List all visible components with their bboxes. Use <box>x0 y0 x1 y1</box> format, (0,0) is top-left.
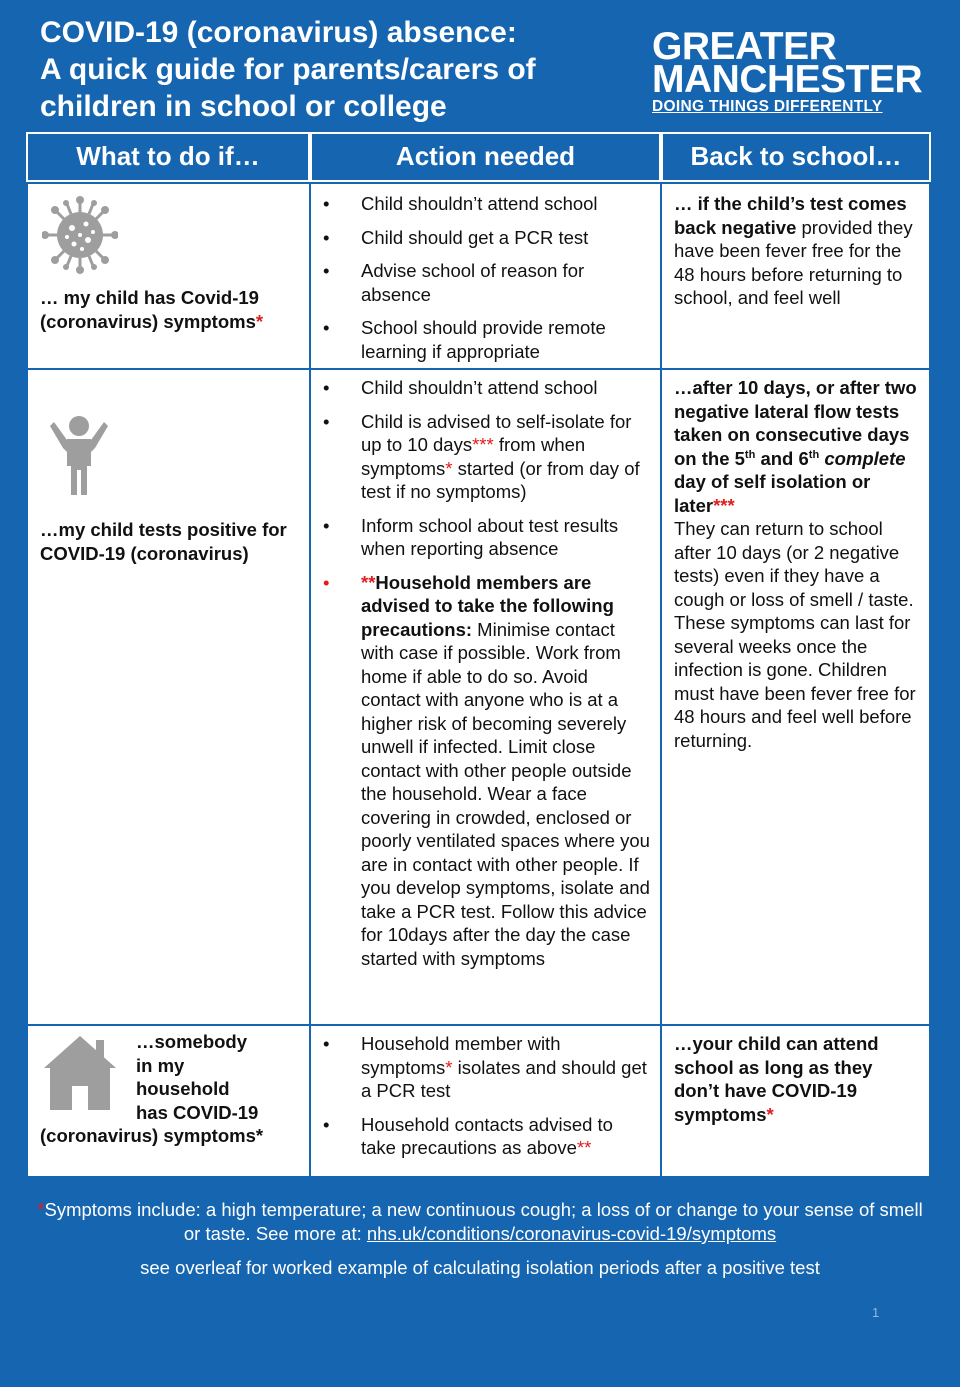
row1-label-text: … my child has Covid-19 (coronavirus) symptoms <box>40 287 259 332</box>
row2-action4-asterisk: ** <box>361 571 376 593</box>
row2-back-asterisk: *** <box>713 494 735 516</box>
greater-manchester-logo <box>652 25 923 117</box>
row1-label-asterisk: * <box>255 310 264 332</box>
row2-action-list <box>323 376 650 970</box>
row2-action2-asterisk: *** <box>472 434 494 455</box>
row3-back-asterisk: * <box>766 1103 774 1125</box>
child-icon <box>50 415 108 497</box>
row3-label-part-a: …somebody <box>136 1031 248 1052</box>
row2-back-bold-1: …after 10 days, or after two negative lateral flow tests taken on consecutive days on the 5 <box>674 377 917 469</box>
logo-tagline: DOING THINGS DIFFERENTLY <box>652 98 883 115</box>
row1-back-text <box>674 192 919 310</box>
row2-back-bold-2: and 6 <box>755 447 809 469</box>
row1-action-item: • Child should get a PCR test <box>323 226 648 250</box>
row2-back-sup-2: th <box>808 448 820 461</box>
row2-action-item: • Inform school about test results when reporting absence <box>323 514 650 561</box>
row2-action-item <box>323 410 650 504</box>
row3-back-bold: …your child can attend school as long as they don’t have COVID-19 symptoms <box>674 1033 879 1125</box>
row3-action2-text: Household contacts advised to take precautions as above <box>361 1113 613 1158</box>
symptoms-footnote <box>30 1198 930 1246</box>
row3-action-item <box>323 1113 650 1160</box>
row2-back-bold-3: day of self isolation or later <box>674 471 871 516</box>
logo-line-2: MANCHESTER <box>652 58 923 101</box>
row3-label-part-d: has COVID-19 <box>136 1101 259 1123</box>
row1-action-item: • Child shouldn’t attend school <box>323 192 648 216</box>
row3-condition-cell <box>28 1026 309 1176</box>
row1-back-bold: … if the child’s test comes back negative <box>674 193 907 238</box>
row1-back-body: provided they have been fever free for the 48 hours before returning to school, and feel well <box>674 216 913 308</box>
row2-action4-text: Minimise contact with case if possible. Work from home if able to do so. Avoid contact with anyone who is at a higher risk of becoming severely unwell if infected. Limit close contact with other people outside the household. Wear a face covering in crowded, enclosed or poorly ventilated spaces where you are in contact with other people. If you develop symptoms, isolate and take a PCR test. Follow this advice for 10days after the day the case started with symptoms <box>361 618 650 969</box>
guide-table <box>26 132 931 1176</box>
page-number: 1 <box>872 1305 880 1320</box>
footnote-text: Symptoms include: a high temperature; a new continuous cough; a loss of or change to your sense of smell or taste. See more at: <box>44 1199 923 1244</box>
footnote-asterisk: * <box>37 1199 45 1220</box>
title-line-2: A quick guide for parents/carers of <box>40 53 536 86</box>
row2-back-text: They can return to school after 10 days (or 2 negative tests) even if they have a cough or loss of smell / taste. These symptoms can last for several weeks once the infection is gone. Children must have been fever free for 48 hours and feel well before returning. <box>674 518 916 751</box>
row2-action-item-precautions <box>323 571 650 971</box>
row1-action-cell <box>311 184 660 368</box>
row2-action2-asterisk-2: * <box>445 457 453 479</box>
row2-action2-text-c: started (or from day of test if no symptoms) <box>361 457 640 502</box>
row3-back-text <box>674 1032 919 1126</box>
row3-action1-text-a: Household member with symptoms <box>361 1033 561 1078</box>
row2-back-bold-block <box>674 376 921 517</box>
virus-icon <box>42 194 118 276</box>
row3-action-list <box>323 1032 650 1160</box>
nhs-symptoms-link[interactable]: nhs.uk/conditions/coronavirus-covid-19/symptoms <box>366 1223 777 1244</box>
logo-line-1: GREATER <box>652 25 837 68</box>
row2-condition-label: …my child tests positive for COVID-19 (coronavirus) <box>40 519 287 564</box>
page-title <box>40 14 640 125</box>
row3-label-part-e: (coronavirus) symptoms* <box>40 1125 264 1146</box>
row3-action1-text-b: isolates and should get a PCR test <box>361 1056 647 1101</box>
row3-back-cell <box>662 1026 929 1176</box>
house-icon <box>44 1034 116 1110</box>
column-header-what-to-do: What to do if… <box>26 132 310 182</box>
row2-back-italic: complete <box>824 447 906 469</box>
row2-action4-bold: Household members are advised to take the following precautions: <box>361 571 614 640</box>
row3-action-item <box>323 1032 650 1103</box>
row1-action-list <box>323 192 648 363</box>
column-header-action: Action needed <box>310 132 661 182</box>
column-header-back-to-school: Back to school… <box>661 132 931 182</box>
row3-label-part-c: household <box>136 1078 230 1099</box>
row2-condition-cell <box>28 370 309 1024</box>
overleaf-note: see overleaf for worked example of calculating isolation periods after a positive test <box>140 1257 820 1278</box>
row3-action2-asterisk: ** <box>576 1137 592 1158</box>
row2-action2-text-b: from when symptoms <box>361 434 586 479</box>
row1-condition-cell <box>28 184 309 368</box>
row3-action-cell <box>311 1026 660 1176</box>
title-line-1: COVID-19 (coronavirus) absence: <box>40 16 517 49</box>
row1-back-cell <box>662 184 929 368</box>
row2-action2-text-a: Child is advised to self-isolate for up to 10 days <box>361 410 632 455</box>
row1-action-item: • Advise school of reason for absence <box>323 259 648 306</box>
row3-label-part-b: in my <box>136 1054 185 1076</box>
row2-back-cell <box>662 370 929 1024</box>
row1-action-item: • School should provide remote learning if appropriate <box>323 316 648 363</box>
row2-action-cell <box>311 370 660 1024</box>
title-line-3: children in school or college <box>40 90 447 123</box>
row2-action-item: • Child shouldn’t attend school <box>323 376 650 400</box>
row2-back-sup-1: th <box>744 448 756 461</box>
row3-action1-asterisk: * <box>445 1056 453 1078</box>
row1-condition-label <box>40 286 305 333</box>
